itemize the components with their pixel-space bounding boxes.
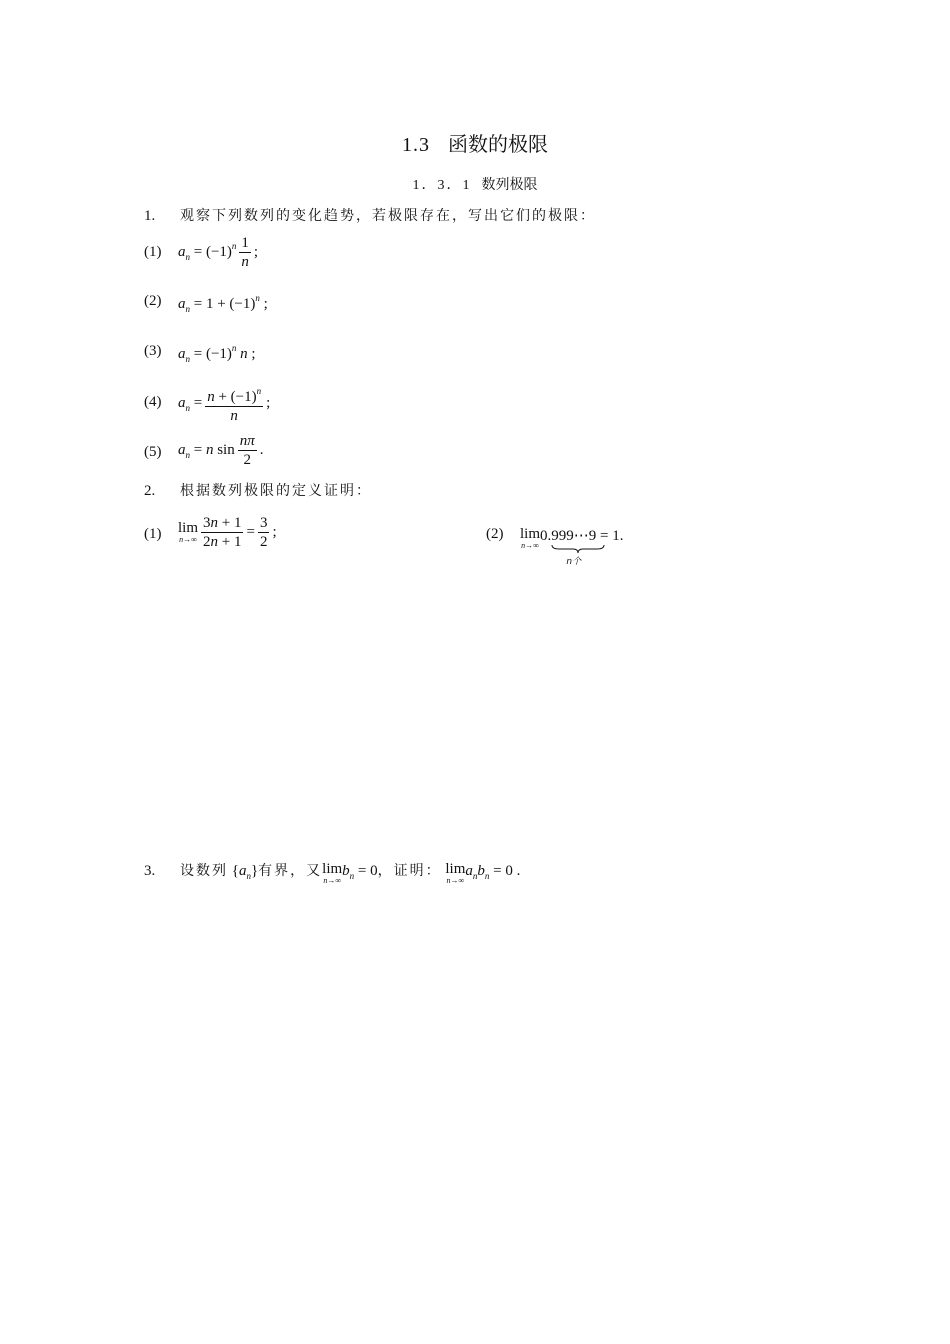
- item-label: (1): [144, 526, 162, 542]
- question-2: [144, 480, 372, 500]
- subsection-number: 1．3．1: [412, 178, 472, 193]
- formula: $a_n = (-1)^n$ n ;: [178, 343, 256, 364]
- subsection-title-text: 数列极限: [481, 177, 538, 193]
- formula: $a_n = 1 + (-1)^n$ ;: [178, 293, 268, 314]
- item-label: (3): [144, 343, 162, 359]
- question-3: [144, 860, 520, 885]
- question-text: 观察下列数列的变化趋势，若极限存在，写出它们的极限：: [180, 208, 596, 224]
- brace-label: n个: [566, 557, 582, 567]
- question-text-b: 有界，又: [258, 863, 323, 879]
- item-label: (5): [144, 444, 162, 460]
- item-label: (1): [144, 244, 162, 260]
- question-number: 3.: [144, 863, 156, 879]
- underbrace-icon: [551, 544, 605, 554]
- formula: lim n→∞ $b_n = 0$: [322, 861, 378, 885]
- formula: $a_n = (-1)^n$ $\frac{1}{n}$ ;: [178, 235, 259, 270]
- formula: lim n→∞ 0.999⋯9 n个 = 1.: [520, 526, 624, 567]
- formula: $\{a_n\}$: [231, 863, 259, 881]
- section-title: [0, 128, 950, 157]
- formula: $a_n = n$ sin $\frac{n\pi}{2}$ .: [178, 433, 264, 468]
- question-text-a: 设数列: [180, 863, 228, 879]
- question-text-c: ，证明：: [377, 863, 442, 879]
- subsection-title: [0, 174, 950, 194]
- q1-item-4: [144, 382, 444, 426]
- q2-item-1: [144, 514, 444, 560]
- q1-item-5: [144, 432, 444, 476]
- q1-item-1: [144, 234, 444, 274]
- formula: lim n→∞ $a_nb_n = 0$ .: [445, 861, 521, 885]
- item-label: (4): [144, 394, 162, 410]
- formula: $a_n$ = $\frac{n + (-1)^n}{n}$ ;: [178, 382, 270, 425]
- item-label: (2): [486, 526, 504, 542]
- item-label: (2): [144, 293, 162, 309]
- section-title-text: 函数的极限: [448, 132, 548, 156]
- question-number: 2.: [144, 483, 156, 499]
- q2-item-2: [486, 514, 686, 567]
- question-number: 1.: [144, 208, 156, 224]
- question-1: [144, 205, 596, 225]
- question-text: 根据数列极限的定义证明：: [180, 483, 372, 499]
- formula: lim n→∞ $\frac{3n + 1}{2n + 1}$ = $\frac{3}{2}$ ;: [178, 515, 277, 550]
- section-number: 1.3: [402, 134, 430, 156]
